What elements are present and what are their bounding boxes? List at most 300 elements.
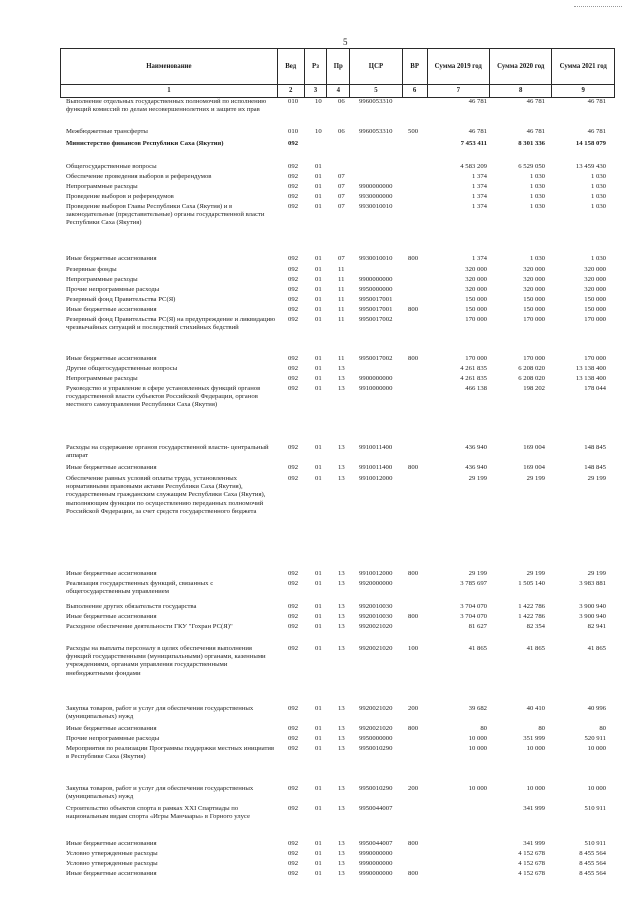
cell-pr: 13 <box>338 860 345 867</box>
cell-sum-2020: 1 505 140 <box>518 580 545 587</box>
header-num: 4 <box>327 84 350 97</box>
header-num: 1 <box>61 84 278 97</box>
row-name: Иные бюджетные ассигнования <box>66 570 157 577</box>
row-name: Непрограммные расходы <box>66 375 138 382</box>
cell-csr: 9920021020 <box>359 623 393 630</box>
cell-pr: 13 <box>338 385 345 392</box>
cell-rz: 01 <box>315 355 322 362</box>
cell-sum-2019: 3 704 070 <box>460 603 487 610</box>
cell-rz: 01 <box>315 623 322 630</box>
header-num: 5 <box>350 84 403 97</box>
cell-sum-2020: 170 000 <box>523 355 545 362</box>
cell-pr: 13 <box>338 870 345 877</box>
cell-ved: 092 <box>288 475 299 482</box>
cell-sum-2020: 10 000 <box>526 785 545 792</box>
cell-csr: 9910012000 <box>359 570 393 577</box>
row-name: Расходы на содержание органов государственной власти- центральный аппарат <box>66 444 269 460</box>
row-name: Министерство финансов Республики Саха (Якутия) <box>66 140 224 147</box>
cell-sum-2019: 3 704 070 <box>460 613 487 620</box>
header-sum-2020: Сумма 2020 год <box>490 49 552 85</box>
cell-sum-2021: 13 138 400 <box>575 375 606 382</box>
cell-pr: 13 <box>338 805 345 812</box>
cell-rz: 01 <box>315 255 322 262</box>
cell-ved: 092 <box>288 255 299 262</box>
row-name: Иные бюджетные ассигнования <box>66 355 157 362</box>
cell-rz: 01 <box>315 613 322 620</box>
cell-rz: 01 <box>315 183 322 190</box>
cell-csr: 9950017001 <box>359 306 393 313</box>
cell-sum-2021: 320 000 <box>584 276 606 283</box>
row-name: Прочие непрограммные расходы <box>66 735 160 742</box>
cell-sum-2020: 10 000 <box>526 745 545 752</box>
cell-sum-2019: 80 <box>480 725 487 732</box>
cell-sum-2019: 150 000 <box>465 306 487 313</box>
cell-sum-2020: 4 152 678 <box>518 870 545 877</box>
cell-ved: 092 <box>288 805 299 812</box>
header-num: 2 <box>277 84 304 97</box>
cell-sum-2019: 4 261 835 <box>460 375 487 382</box>
cell-ved: 092 <box>288 296 299 303</box>
cell-sum-2021: 1 030 <box>590 183 606 190</box>
cell-rz: 01 <box>315 705 322 712</box>
cell-sum-2021: 510 911 <box>584 805 606 812</box>
cell-sum-2019: 46 781 <box>468 98 487 105</box>
row-name: Закупка товаров, работ и услуг для обеспечения государственных (муниципальных) нужд <box>66 785 254 801</box>
cell-rz: 01 <box>315 163 322 170</box>
cell-pr: 06 <box>338 98 345 105</box>
cell-sum-2021: 1 030 <box>590 173 606 180</box>
cell-pr: 07 <box>338 183 345 190</box>
header-sum-2019: Сумма 2019 год <box>427 49 489 85</box>
cell-ved: 092 <box>288 603 299 610</box>
row-name: Выполнение других обязательств государства <box>66 603 197 610</box>
cell-rz: 01 <box>315 306 322 313</box>
cell-csr: 9920021020 <box>359 725 393 732</box>
cell-ved: 010 <box>288 98 299 105</box>
row-name: Иные бюджетные ассигнования <box>66 840 157 847</box>
cell-vr: 800 <box>408 613 419 620</box>
cell-sum-2020: 170 000 <box>523 316 545 323</box>
cell-sum-2020: 40 410 <box>526 705 545 712</box>
cell-vr: 800 <box>408 355 419 362</box>
cell-vr: 800 <box>408 464 419 471</box>
cell-ved: 092 <box>288 444 299 451</box>
row-name: Непрограммные расходы <box>66 276 138 283</box>
cell-sum-2020: 169 004 <box>523 464 545 471</box>
cell-pr: 13 <box>338 725 345 732</box>
cell-ved: 092 <box>288 173 299 180</box>
header-num: 7 <box>427 84 489 97</box>
header-csr: ЦСР <box>350 49 403 85</box>
cell-sum-2021: 80 <box>599 725 606 732</box>
cell-pr: 11 <box>338 266 345 273</box>
cell-rz: 01 <box>315 444 322 451</box>
cell-vr: 500 <box>408 128 419 135</box>
cell-sum-2021: 3 983 881 <box>579 580 606 587</box>
row-name: Иные бюджетные ассигнования <box>66 613 157 620</box>
cell-ved: 092 <box>288 266 299 273</box>
cell-sum-2020: 1 422 786 <box>518 603 545 610</box>
cell-sum-2020: 29 199 <box>526 570 545 577</box>
cell-pr: 07 <box>338 193 345 200</box>
cell-rz: 01 <box>315 296 322 303</box>
cell-sum-2021: 8 455 564 <box>579 850 606 857</box>
cell-rz: 01 <box>315 860 322 867</box>
cell-pr: 13 <box>338 745 345 752</box>
cell-pr: 11 <box>338 296 345 303</box>
cell-pr: 13 <box>338 840 345 847</box>
cell-sum-2021: 3 900 940 <box>579 603 606 610</box>
header-ved: Вед <box>277 49 304 85</box>
cell-pr: 13 <box>338 375 345 382</box>
cell-rz: 01 <box>315 745 322 752</box>
cell-ved: 010 <box>288 128 299 135</box>
cell-pr: 13 <box>338 580 345 587</box>
row-name: Иные бюджетные ассигнования <box>66 870 157 877</box>
cell-csr: 9950000000 <box>359 286 393 293</box>
cell-sum-2021: 510 911 <box>584 840 606 847</box>
cell-rz: 01 <box>315 385 322 392</box>
row-name: Строительство объектов спорта в рамках XXI Спартиады по национальным видам спорта «Игры Манчаары» в Горного улусе <box>66 805 250 821</box>
cell-pr: 11 <box>338 306 345 313</box>
cell-vr: 800 <box>408 870 419 877</box>
cell-pr: 11 <box>338 286 345 293</box>
row-name: Общегосударственные вопросы <box>66 163 157 170</box>
row-name: Мероприятия по реализации Программы поддержки местных инициатив в Республике Саха (Якутия) <box>66 745 275 761</box>
cell-ved: 092 <box>288 365 299 372</box>
cell-csr: 9910011400 <box>359 444 393 451</box>
cell-rz: 01 <box>315 475 322 482</box>
cell-sum-2019: 1 374 <box>471 203 487 210</box>
cell-sum-2020: 1 422 786 <box>518 613 545 620</box>
cell-pr: 11 <box>338 276 345 283</box>
cell-rz: 01 <box>315 840 322 847</box>
cell-sum-2021: 3 900 940 <box>579 613 606 620</box>
cell-sum-2021: 8 455 564 <box>579 860 606 867</box>
row-name: Проведение выборов и референдумов <box>66 193 174 200</box>
cell-vr: 200 <box>408 705 419 712</box>
cell-ved: 092 <box>288 193 299 200</box>
cell-ved: 092 <box>288 385 299 392</box>
cell-sum-2020: 1 030 <box>529 193 545 200</box>
cell-sum-2021: 170 000 <box>584 355 606 362</box>
cell-sum-2021: 1 030 <box>590 203 606 210</box>
cell-rz: 01 <box>315 870 322 877</box>
cell-sum-2020: 46 781 <box>526 128 545 135</box>
row-name: Реализация государственных функций, связанных с общегосударственным управлением <box>66 580 214 596</box>
cell-sum-2021: 520 911 <box>584 735 606 742</box>
cell-sum-2019: 7 453 411 <box>460 140 487 147</box>
cell-sum-2020: 29 199 <box>526 475 545 482</box>
cell-sum-2020: 320 000 <box>523 286 545 293</box>
cell-vr: 800 <box>408 570 419 577</box>
cell-sum-2021: 46 781 <box>587 98 606 105</box>
cell-rz: 01 <box>315 266 322 273</box>
cell-sum-2020: 8 301 336 <box>518 140 545 147</box>
cell-ved: 092 <box>288 355 299 362</box>
cell-rz: 01 <box>315 785 322 792</box>
cell-rz: 01 <box>315 603 322 610</box>
cell-ved: 092 <box>288 850 299 857</box>
cell-rz: 01 <box>315 173 322 180</box>
cell-rz: 01 <box>315 645 322 652</box>
cell-pr: 13 <box>338 603 345 610</box>
cell-pr: 07 <box>338 203 345 210</box>
cell-sum-2021: 170 000 <box>584 316 606 323</box>
cell-rz: 10 <box>315 98 322 105</box>
cell-ved: 092 <box>288 613 299 620</box>
cell-ved: 092 <box>288 785 299 792</box>
cell-ved: 092 <box>288 870 299 877</box>
cell-sum-2020: 169 004 <box>523 444 545 451</box>
cell-csr: 9990000000 <box>359 850 393 857</box>
cell-sum-2020: 320 000 <box>523 266 545 273</box>
cell-sum-2021: 13 138 400 <box>575 365 606 372</box>
cell-vr: 800 <box>408 840 419 847</box>
cell-csr: 9910000000 <box>359 385 393 392</box>
cell-sum-2020: 341 999 <box>523 840 545 847</box>
row-name: Иные бюджетные ассигнования <box>66 306 157 313</box>
row-name: Условно утвержденные расходы <box>66 850 158 857</box>
row-name: Межбюджетные трансферты <box>66 128 148 135</box>
cell-rz: 01 <box>315 580 322 587</box>
cell-pr: 11 <box>338 355 345 362</box>
row-name: Руководство и управление в сфере установленных функций органов государственной власти субъектов Российской Федерации, органов местного самоуправления Республики Саха (Якутия) <box>66 385 261 409</box>
row-name: Резервный фонд Правительства РС(Я) <box>66 296 176 303</box>
cell-ved: 092 <box>288 375 299 382</box>
cell-rz: 01 <box>315 276 322 283</box>
cell-sum-2020: 4 152 678 <box>518 860 545 867</box>
cell-ved: 092 <box>288 735 299 742</box>
cell-csr: 9950010290 <box>359 745 393 752</box>
cell-rz: 01 <box>315 805 322 812</box>
row-name: Закупка товаров, работ и услуг для обеспечения государственных (муниципальных) нужд <box>66 705 254 721</box>
cell-sum-2020: 1 030 <box>529 255 545 262</box>
cell-pr: 13 <box>338 444 345 451</box>
row-name: Иные бюджетные ассигнования <box>66 255 157 262</box>
header-rz: Рз <box>304 49 327 85</box>
header-pr: Пр <box>327 49 350 85</box>
cell-ved: 092 <box>288 163 299 170</box>
cell-sum-2019: 320 000 <box>465 276 487 283</box>
cell-sum-2020: 320 000 <box>523 276 545 283</box>
header-number-row <box>61 84 615 97</box>
row-name: Другие общегосударственные вопросы <box>66 365 178 372</box>
cell-sum-2020: 6 208 020 <box>518 375 545 382</box>
cell-sum-2019: 39 682 <box>468 705 487 712</box>
cell-rz: 01 <box>315 316 322 323</box>
cell-sum-2021: 320 000 <box>584 266 606 273</box>
cell-rz: 10 <box>315 128 322 135</box>
cell-csr: 9920021020 <box>359 645 393 652</box>
row-name: Обеспечение равных условий оплаты труда, установленных нормативными правовыми актами Республики Саха (Якутия), государственным гражданским служащим Республики Саха (Якутия), выполняющим функции по осуществлению переданных полномочий Российской Федерации, за счет средств государственного бюджета <box>66 475 266 515</box>
cell-sum-2020: 80 <box>538 725 545 732</box>
cell-ved: 092 <box>288 140 299 147</box>
cell-sum-2019: 41 865 <box>468 645 487 652</box>
cell-rz: 01 <box>315 193 322 200</box>
cell-sum-2021: 10 000 <box>587 745 606 752</box>
cell-csr: 9930010010 <box>359 255 393 262</box>
row-name: Проведение выборов Главы Республики Саха (Якутия) и в законодательные (представительные) органы государственной власти Республики Саха (Якутия) <box>66 203 265 227</box>
cell-pr: 13 <box>338 735 345 742</box>
header-num: 8 <box>490 84 552 97</box>
cell-pr: 07 <box>338 255 345 262</box>
cell-sum-2019: 1 374 <box>471 173 487 180</box>
cell-sum-2021: 150 000 <box>584 306 606 313</box>
page-number: 5 <box>343 37 348 47</box>
cell-ved: 092 <box>288 645 299 652</box>
table-header <box>60 48 615 98</box>
cell-ved: 092 <box>288 623 299 630</box>
cell-sum-2019: 150 000 <box>465 296 487 303</box>
cell-sum-2019: 436 940 <box>465 464 487 471</box>
cell-sum-2020: 150 000 <box>523 296 545 303</box>
cell-rz: 01 <box>315 286 322 293</box>
cell-sum-2021: 82 941 <box>587 623 606 630</box>
header-name: Наименование <box>61 49 278 85</box>
cell-rz: 01 <box>315 365 322 372</box>
cell-csr: 9900000000 <box>359 183 393 190</box>
row-name: Прочие непрограммные расходы <box>66 286 160 293</box>
cell-csr: 9950017001 <box>359 296 393 303</box>
cell-csr: 9960053310 <box>359 128 393 135</box>
cell-sum-2019: 10 000 <box>468 745 487 752</box>
cell-pr: 11 <box>338 316 345 323</box>
row-name: Расходы на выплаты персоналу в целях обеспечения выполнения функций государственными (муниципальными) органами, казенными учреждениями, органами управления государственными внебюджетными фондами <box>66 645 266 677</box>
cell-sum-2019: 320 000 <box>465 266 487 273</box>
row-name: Иные бюджетные ассигнования <box>66 464 157 471</box>
row-name: Резервный фонд Правительства РС(Я) на предупреждение и ликвидацию чрезвычайных ситуаций и последствий стихийных бедствий <box>66 316 276 332</box>
cell-csr: 9950017002 <box>359 316 393 323</box>
cell-sum-2020: 4 152 678 <box>518 850 545 857</box>
cell-sum-2019: 170 000 <box>465 355 487 362</box>
row-name: Выполнение отдельных государственных полномочий по исполнению функций комиссий по делам несовершеннолетних и защите их прав <box>66 98 267 114</box>
cell-pr: 13 <box>338 850 345 857</box>
cell-sum-2020: 351 999 <box>523 735 545 742</box>
cell-pr: 13 <box>338 475 345 482</box>
cell-sum-2020: 6 208 020 <box>518 365 545 372</box>
row-name: Резервные фонды <box>66 266 117 273</box>
cell-sum-2021: 150 000 <box>584 296 606 303</box>
cell-ved: 092 <box>288 745 299 752</box>
cell-ved: 092 <box>288 705 299 712</box>
cell-sum-2020: 82 354 <box>526 623 545 630</box>
cell-sum-2020: 41 865 <box>526 645 545 652</box>
cell-sum-2019: 10 000 <box>468 785 487 792</box>
cell-rz: 01 <box>315 464 322 471</box>
cell-pr: 13 <box>338 365 345 372</box>
cell-ved: 092 <box>288 580 299 587</box>
cell-csr: 9920010030 <box>359 613 393 620</box>
cell-ved: 092 <box>288 306 299 313</box>
cell-csr: 9950044007 <box>359 805 393 812</box>
cell-csr: 9900000000 <box>359 375 393 382</box>
cell-sum-2020: 6 529 050 <box>518 163 545 170</box>
cell-rz: 01 <box>315 570 322 577</box>
cell-ved: 092 <box>288 316 299 323</box>
cell-sum-2019: 3 785 697 <box>460 580 487 587</box>
cell-ved: 092 <box>288 860 299 867</box>
cell-sum-2019: 46 781 <box>468 128 487 135</box>
cell-sum-2019: 170 000 <box>465 316 487 323</box>
cell-sum-2019: 29 199 <box>468 475 487 482</box>
cell-pr: 07 <box>338 173 345 180</box>
cell-pr: 06 <box>338 128 345 135</box>
cell-csr: 9920000000 <box>359 580 393 587</box>
cell-vr: 800 <box>408 725 419 732</box>
cell-ved: 092 <box>288 840 299 847</box>
cell-csr: 9990000000 <box>359 870 393 877</box>
cell-sum-2021: 148 845 <box>584 464 606 471</box>
cell-csr: 9950017002 <box>359 355 393 362</box>
cell-ved: 092 <box>288 203 299 210</box>
cell-sum-2021: 13 459 430 <box>575 163 606 170</box>
cell-sum-2021: 178 044 <box>584 385 606 392</box>
cell-csr: 9910011400 <box>359 464 393 471</box>
cell-sum-2019: 436 940 <box>465 444 487 451</box>
cell-ved: 092 <box>288 464 299 471</box>
header-sum-2021: Сумма 2021 год <box>552 49 615 85</box>
cell-rz: 01 <box>315 203 322 210</box>
cell-csr: 9950000000 <box>359 735 393 742</box>
cell-sum-2021: 46 781 <box>587 128 606 135</box>
cell-sum-2019: 10 000 <box>468 735 487 742</box>
row-name: Расходное обеспечение деятельности ГКУ "Гохран РС(Я)" <box>66 623 233 630</box>
cell-vr: 100 <box>408 645 419 652</box>
cell-sum-2020: 198 202 <box>523 385 545 392</box>
cell-csr: 9960053310 <box>359 98 393 105</box>
cell-csr: 9950010290 <box>359 785 393 792</box>
row-name: Иные бюджетные ассигнования <box>66 725 157 732</box>
header-num: 9 <box>552 84 615 97</box>
cell-sum-2021: 29 199 <box>587 570 606 577</box>
cell-sum-2020: 341 999 <box>523 805 545 812</box>
cell-sum-2019: 320 000 <box>465 286 487 293</box>
cell-sum-2020: 150 000 <box>523 306 545 313</box>
row-name: Непрограммные расходы <box>66 183 138 190</box>
cell-pr: 13 <box>338 464 345 471</box>
cell-pr: 13 <box>338 613 345 620</box>
cell-ved: 092 <box>288 183 299 190</box>
cell-csr: 9920010030 <box>359 603 393 610</box>
cell-pr: 13 <box>338 705 345 712</box>
cell-sum-2021: 14 158 079 <box>575 140 606 147</box>
cell-ved: 092 <box>288 725 299 732</box>
cell-csr: 9910012000 <box>359 475 393 482</box>
cell-ved: 092 <box>288 286 299 293</box>
cell-rz: 01 <box>315 375 322 382</box>
cell-vr: 800 <box>408 306 419 313</box>
cell-sum-2020: 1 030 <box>529 203 545 210</box>
cell-sum-2019: 466 138 <box>465 385 487 392</box>
header-num: 6 <box>402 84 427 97</box>
cell-ved: 092 <box>288 276 299 283</box>
cell-csr: 9930010010 <box>359 203 393 210</box>
cell-csr: 9990000000 <box>359 860 393 867</box>
row-name: Обеспечение проведения выборов и референдумов <box>66 173 212 180</box>
cell-sum-2021: 10 000 <box>587 785 606 792</box>
cell-sum-2020: 1 030 <box>529 173 545 180</box>
cell-sum-2021: 40 996 <box>587 705 606 712</box>
cell-sum-2019: 4 583 209 <box>460 163 487 170</box>
cell-rz: 01 <box>315 725 322 732</box>
cell-sum-2021: 41 865 <box>587 645 606 652</box>
row-name: Условно утвержденные расходы <box>66 860 158 867</box>
scan-mark <box>574 6 622 7</box>
cell-vr: 800 <box>408 255 419 262</box>
cell-sum-2019: 1 374 <box>471 193 487 200</box>
header-vr: ВР <box>402 49 427 85</box>
